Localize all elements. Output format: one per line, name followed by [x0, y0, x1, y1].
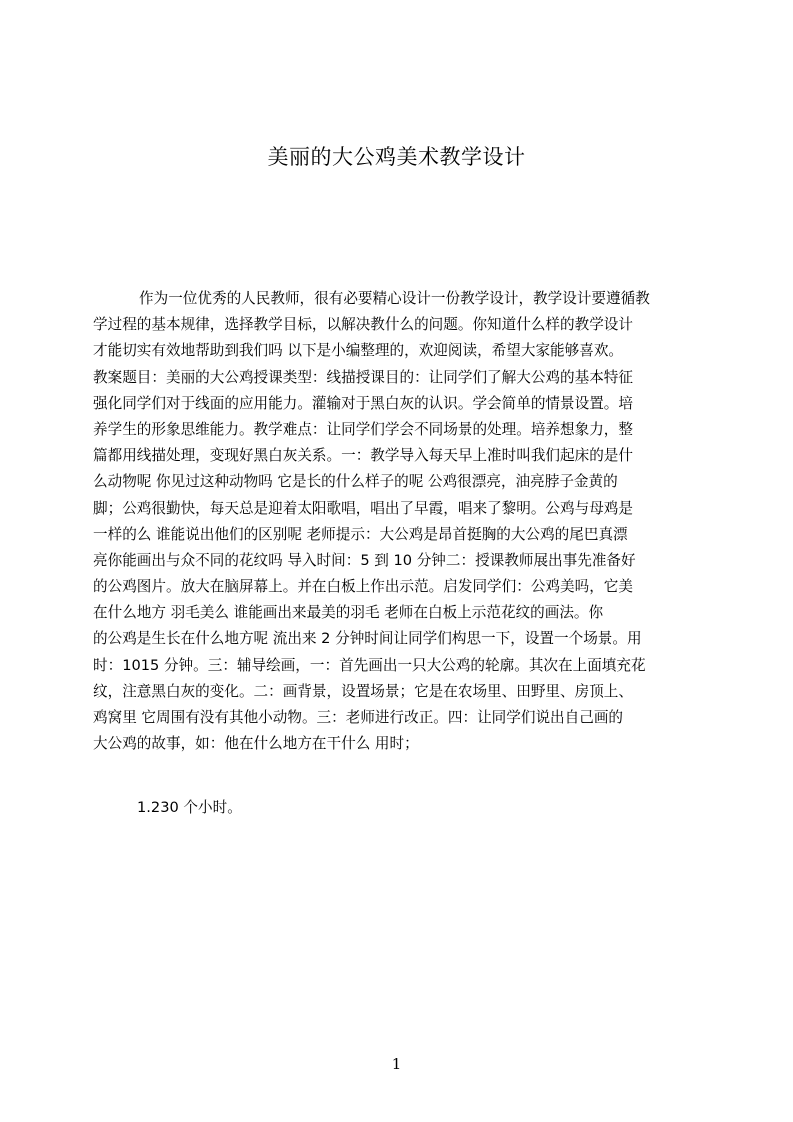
paragraph-line: 脚；公鸡很勤快，每天总是迎着太阳歌唱，唱出了早霞，唱来了黎明。公鸡与母鸡是 [93, 499, 633, 517]
paragraph-line: 纹，注意黑白灰的变化。二：画背景，设置场景；它是在农场里、田野里、房顶上、 [93, 682, 633, 700]
page-number: 1 [391, 1055, 402, 1073]
body-paragraph [93, 286, 697, 766]
paragraph-line: 教案题目：美丽的大公鸡授课类型：线描授课目的：让同学们了解大公鸡的基本特征 [93, 368, 633, 386]
paragraph-line: 篇都用线描处理，变现好黑白灰关系。一：教学导入每天早上准时叫我们起床的是什 [93, 447, 633, 465]
document-title: 美丽的大公鸡美术教学设计 [267, 145, 526, 169]
paragraph-line: 强化同学们对于线面的应用能力。灌输对于黑白灰的认识。学会简单的情景设置。培 [93, 394, 633, 412]
paragraph-line: 的公鸡图片。放大在脑屏幕上。并在白板上作出示范。启发同学们：公鸡美吗，它美 [93, 578, 633, 596]
paragraph-line: 养学生的形象思维能力。教学难点：让同学们学会不同场景的处理。培养想象力，整 [93, 420, 633, 438]
paragraph-line: 鸡窝里 它周围有没有其他小动物。三：老师进行改正。四：让同学们说出自己画的 [93, 709, 624, 726]
paragraph-line: 亮你能画出与众不同的花纹吗 导入时间：5 到 10 分钟二：授课教师展出事先准备好 [93, 551, 636, 569]
paragraph-line: 学过程的基本规律，选择教学目标，以解决教什么的问题。你知道什么样的教学设计 [93, 316, 633, 334]
paragraph-line: 时：1015 分钟。三：辅导绘画，一：首先画出一只大公鸡的轮廓。其次在上面填充花 [93, 656, 646, 674]
paragraph-line: 在什么地方 羽毛美么 谁能画出来最美的羽毛 老师在白板上示范花纹的画法。你 [93, 604, 604, 622]
paragraph-line: 么动物呢 你见过这种动物吗 它是长的什么样子的呢 公鸡很漂亮，油亮脖子金黄的 [93, 473, 618, 491]
paragraph-line: 的公鸡是生长在什么地方呢 流出来 2 分钟时间让同学们构思一下，设置一个场景。用 [93, 630, 642, 648]
paragraph-line: 作为一位优秀的人民教师，很有必要精心设计一份教学设计，教学设计要遵循教 [139, 290, 650, 307]
paragraph-line: 一样的么 谁能说出他们的区别呢 老师提示：大公鸡是昂首挺胸的大公鸡的尾巴真漂 [93, 525, 628, 543]
list-note: 1.230 个小时。 [137, 799, 242, 816]
paragraph-line: 大公鸡的故事，如：他在什么地方在干什么 用时； [93, 735, 419, 753]
paragraph-line: 才能切实有效地帮助到我们吗 以下是小编整理的，欢迎阅读，希望大家能够喜欢。 [93, 342, 624, 360]
